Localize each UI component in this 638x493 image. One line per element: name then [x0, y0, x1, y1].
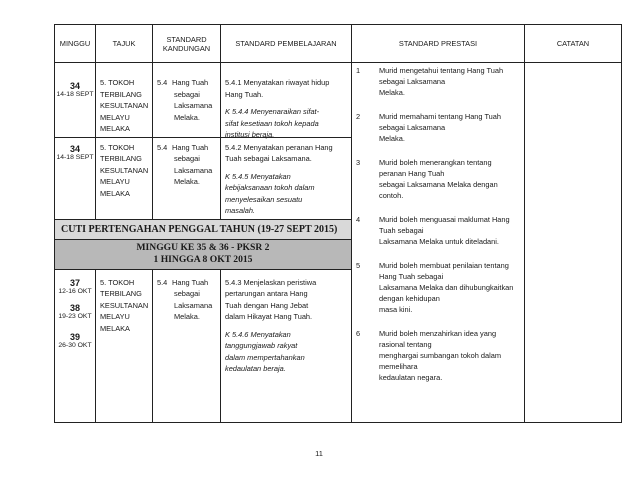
- performance-list: [356, 65, 520, 383]
- learning-standard-cell: [221, 269, 352, 422]
- performance-line: Murid boleh menzahirkan idea yang: [379, 329, 497, 338]
- performance-line: sebagai Laksamana: [379, 77, 446, 86]
- content-standard-cell: [153, 137, 221, 219]
- performance-line: Laksamana Melaka untuk diteladani.: [379, 237, 499, 246]
- std-line: sebagai: [174, 289, 200, 298]
- std-line: Hang Tuah: [172, 142, 209, 152]
- std-line: Melaka.: [174, 312, 200, 321]
- learning-line: pertarungan antara Hang: [225, 289, 308, 298]
- learning-line: K 5.4.5 Menyatakan: [225, 171, 291, 181]
- topic-line: MELAKA: [100, 188, 130, 198]
- std-line: Melaka.: [174, 112, 200, 122]
- assessment-line: MINGGU KE 35 & 36 - PKSR 2: [136, 242, 270, 253]
- week-number: 38: [69, 302, 80, 313]
- performance-level-number: 1: [356, 66, 361, 75]
- learning-line: 5.4.1 Menyatakan riwayat hidup: [225, 78, 330, 87]
- topic-cell: [96, 63, 153, 138]
- performance-line: dengan kehidupan: [379, 294, 440, 303]
- week-cell: [55, 137, 96, 219]
- performance-item: [356, 157, 520, 201]
- performance-line: Murid boleh membuat penilaian tentang: [379, 261, 509, 270]
- topic-cell: [96, 137, 153, 219]
- header-pembelajaran: STANDARD PEMBELAJARAN: [221, 25, 352, 63]
- content-standard-cell: [153, 269, 221, 422]
- header-minggu: MINGGU: [55, 25, 96, 63]
- header-sk-line1: STANDARD: [166, 34, 207, 44]
- std-code: 5.4: [157, 277, 168, 287]
- performance-line: Laksamana Melaka dan dihubungkaitkan: [379, 283, 514, 292]
- week-cell: [55, 63, 96, 138]
- performance-line: sebagai Laksamana Melaka dengan: [379, 180, 498, 189]
- performance-line: rasional tentang: [379, 340, 432, 349]
- performance-line: masa kini.: [379, 305, 413, 314]
- week-date: 14-18 SEPT: [56, 153, 94, 161]
- performance-line: Murid boleh menguasai maklumat Hang: [379, 215, 510, 224]
- performance-line: Tuah sebagai: [379, 226, 424, 235]
- learning-line: dalam Hikayat Hang Tuah.: [225, 312, 313, 321]
- learning-line: K 5.4.4 Menyenaraikan sifat-: [225, 107, 320, 116]
- performance-line: Murid mengetahui tentang Hang Tuah: [379, 66, 504, 75]
- week-date: 26-30 OKT: [58, 341, 92, 349]
- learning-line: kedaulatan beraja.: [225, 364, 286, 373]
- std-line: Laksamana: [174, 101, 213, 110]
- topic-line: 5. TOKOH: [100, 142, 135, 152]
- performance-level-number: 4: [356, 215, 361, 224]
- topic-line: 5. TOKOH: [100, 78, 135, 87]
- learning-line: masalah.: [225, 206, 255, 215]
- learning-line: 5.4.3 Menjelaskan peristiwa: [225, 277, 317, 287]
- learning-line: menyelesaikan sesuatu: [225, 194, 303, 204]
- header-tajuk: TAJUK: [96, 25, 153, 63]
- topic-line: KESULTANAN: [100, 101, 149, 110]
- topic-cell: [96, 269, 153, 422]
- learning-standard-cell: [221, 63, 352, 138]
- learning-line: sifat kesetiaan tokoh kepada: [225, 118, 319, 128]
- std-line: Hang Tuah: [172, 78, 209, 87]
- std-line: Laksamana: [174, 300, 213, 310]
- performance-line: Murid boleh menerangkan tentang: [379, 158, 492, 167]
- topic-line: MELAYU: [100, 312, 130, 321]
- learning-line: tanggungjawab rakyat: [225, 341, 298, 350]
- performance-item: [356, 111, 520, 144]
- std-line: sebagai: [174, 154, 200, 163]
- topic-line: TERBILANG: [100, 154, 142, 163]
- week-number: 34: [69, 143, 80, 154]
- std-line: Laksamana: [174, 165, 213, 175]
- topic-line: KESULTANAN: [100, 165, 149, 175]
- performance-line: peranan Hang Tuah: [379, 169, 445, 178]
- holiday-banner: CUTI PERTENGAHAN PENGGAL TAHUN (19-27 SEPT 2015): [55, 219, 352, 239]
- performance-line: Melaka.: [379, 88, 405, 97]
- learning-line: Tuah dengan Hang Jebat: [225, 300, 309, 310]
- assessment-banner: [55, 239, 352, 269]
- content-standard-cell: [153, 63, 221, 138]
- performance-line: sebagai Laksamana: [379, 123, 446, 132]
- header-catatan: CATATAN: [525, 25, 622, 63]
- learning-standard-cell: [221, 137, 352, 219]
- learning-line: dalam mempertahankan: [225, 352, 305, 362]
- topic-line: MELAYU: [100, 177, 130, 186]
- std-line: Melaka.: [174, 177, 200, 186]
- topic-line: 5. TOKOH: [100, 277, 135, 287]
- header-prestasi: STANDARD PRESTASI: [352, 25, 525, 63]
- learning-line: K 5.4.6 Menyatakan: [225, 329, 291, 339]
- week-date: 19-23 OKT: [58, 312, 92, 320]
- performance-line: memelihara: [379, 362, 418, 371]
- assessment-line: 1 HINGGA 8 OKT 2015: [153, 254, 253, 265]
- learning-line: Tuah sebagai Laksamana.: [225, 154, 312, 163]
- topic-line: TERBILANG: [100, 89, 142, 99]
- week-date: 12-16 OKT: [58, 287, 92, 295]
- learning-line: kebijaksanaan tokoh dalam: [225, 183, 315, 192]
- performance-line: Murid memahami tentang Hang Tuah: [379, 112, 502, 121]
- performance-line: Melaka.: [379, 134, 405, 143]
- performance-line: contoh.: [379, 191, 404, 200]
- performance-standard-cell: [352, 63, 525, 423]
- header-standard-kandungan: [153, 25, 221, 63]
- performance-item: [356, 260, 520, 315]
- week-number: 37: [69, 277, 80, 288]
- header-sk-line2: KANDUNGAN: [162, 43, 211, 53]
- learning-line: 5.4.2 Menyatakan peranan Hang: [225, 142, 333, 152]
- week-date: 14-18 SEPT: [56, 91, 94, 98]
- performance-item: [356, 65, 520, 98]
- week-number: 34: [69, 81, 80, 91]
- performance-item: [356, 328, 520, 383]
- topic-line: MELAYU: [100, 112, 130, 122]
- performance-level-number: 2: [356, 112, 361, 121]
- performance-line: Hang Tuah sebagai: [379, 272, 444, 281]
- performance-line: menghargai sumbangan tokoh dalam: [379, 351, 502, 360]
- performance-level-number: 6: [356, 329, 361, 338]
- week-number: 39: [69, 331, 80, 342]
- std-line: sebagai: [174, 89, 200, 99]
- performance-item: [356, 214, 520, 247]
- page-number: 11: [315, 449, 323, 458]
- std-code: 5.4: [157, 78, 168, 87]
- notes-cell: [525, 63, 622, 423]
- lesson-plan-table: [54, 24, 622, 423]
- header-row: [55, 25, 622, 63]
- performance-level-number: 3: [356, 158, 361, 167]
- performance-line: kedaulatan negara.: [379, 373, 443, 382]
- topic-line: MELAKA: [100, 124, 130, 133]
- week-cell: [55, 269, 96, 422]
- topic-line: TERBILANG: [100, 289, 142, 298]
- topic-line: MELAKA: [100, 323, 130, 333]
- learning-line: institusi beraja.: [225, 130, 275, 139]
- topic-line: KESULTANAN: [100, 300, 149, 310]
- learning-line: Hang Tuah.: [225, 89, 264, 99]
- performance-level-number: 5: [356, 261, 361, 270]
- table-row: [55, 63, 622, 138]
- std-line: Hang Tuah: [172, 277, 209, 287]
- std-code: 5.4: [157, 142, 168, 152]
